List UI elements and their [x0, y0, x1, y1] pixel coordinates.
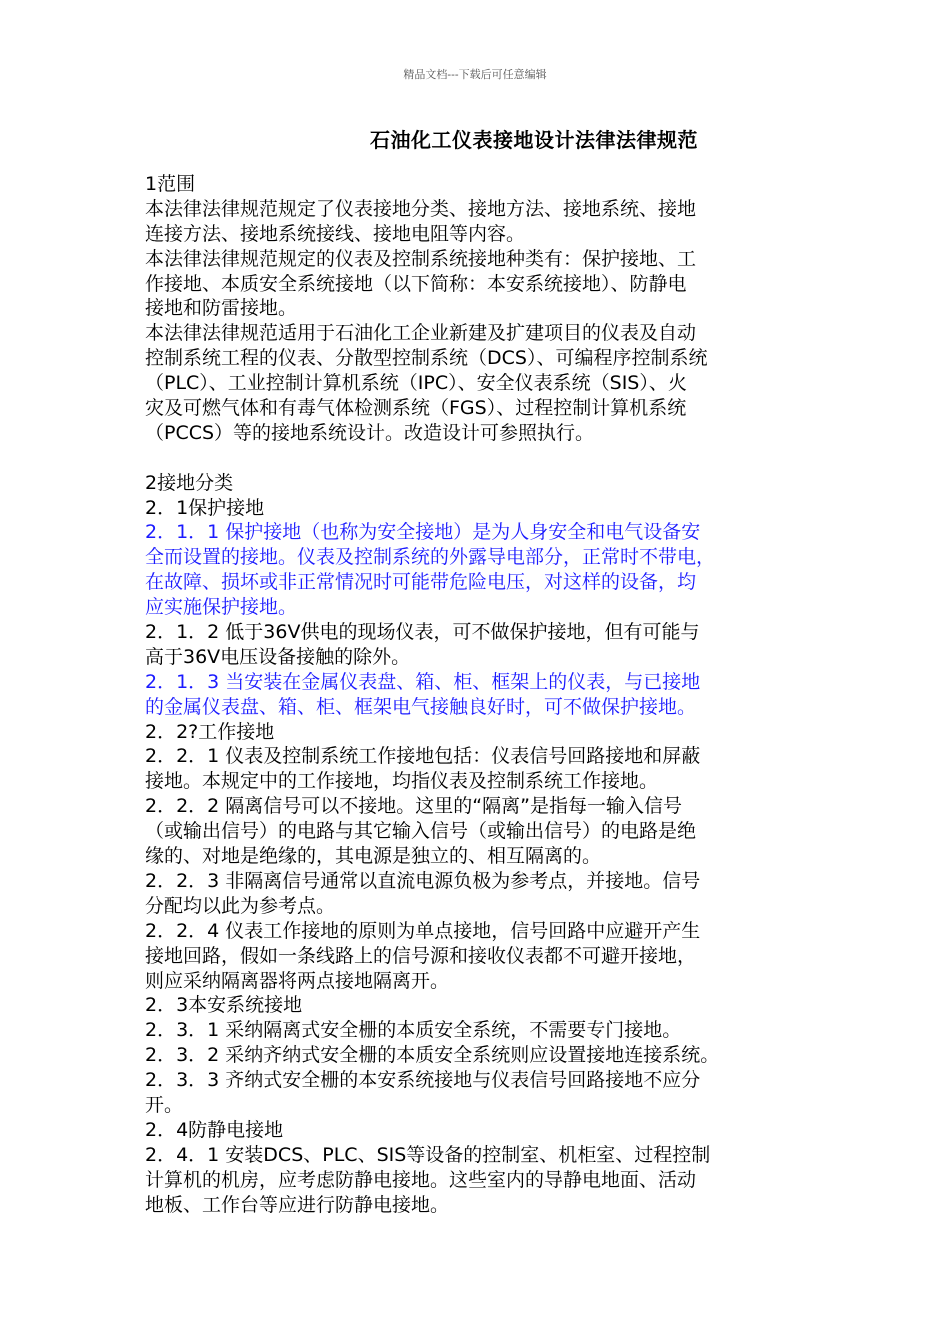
text-line: 计算机的机房，应考虑防静电接地。这些室内的导静电地面、活动 [145, 1168, 697, 1191]
text-line: 2．2?工作接地 [145, 720, 275, 743]
text-line: 2．3．1 采纳隔离式安全栅的本质安全系统，不需要专门接地。 [145, 1019, 682, 1042]
text-line: 开。 [145, 1093, 184, 1116]
text-line: 2．1．3 当安装在金属仪表盘、箱、柜、框架上的仪表，与已接地 [145, 670, 701, 693]
text-line: 本法律法律规范规定的仪表及控制系统接地种类有：保护接地、工 [145, 247, 697, 270]
text-line: 接地和防雷接地。 [145, 297, 298, 320]
text-line: 2．4．1 安装DCS、PLC、SIS等设备的控制室、机柜室、过程控制 [145, 1143, 711, 1166]
text-line: 则应采纳隔离器将两点接地隔离开。 [145, 969, 450, 992]
text-line: 控制系统工程的仪表、分散型控制系统（DCS）、可编程序控制系统 [145, 347, 708, 370]
text-line: 连接方法、接地系统接线、接地电阻等内容。 [145, 222, 526, 245]
text-line: 作接地、本质安全系统接地（以下简称：本安系统接地）、防静电 [145, 272, 687, 295]
text-line: 2．2．3 非隔离信号通常以直流电源负极为参考点，并接地。信号 [145, 869, 701, 892]
text-line: 2接地分类 [145, 471, 234, 494]
text-line: 2．4防静电接地 [145, 1118, 284, 1141]
text-line: 2．3本安系统接地 [145, 994, 303, 1017]
text-line: 2．1保护接地 [145, 496, 265, 519]
text-line: （PCCS）等的接地系统设计。改造设计可参照执行。 [145, 421, 595, 444]
text-line: 2．3．3 齐纳式安全栅的本安系统接地与仪表信号回路接地不应分 [145, 1069, 701, 1092]
text-line: 的金属仪表盘、箱、柜、框架电气接触良好时，可不做保护接地。 [145, 695, 697, 718]
text-line: 2．1．2 低于36V供电的现场仪表，可不做保护接地，但有可能与 [145, 621, 700, 644]
blank-line [145, 446, 813, 471]
text-line: 在故障、损坏或非正常情况时可能带危险电压，对这样的设备，均 [145, 571, 697, 594]
text-line: 高于36V电压设备接触的除外。 [145, 645, 411, 668]
text-line: 分配均以此为参考点。 [145, 894, 336, 917]
text-line: （或输出信号）的电路与其它输入信号（或输出信号）的电路是绝 [145, 820, 697, 843]
page-header: 精品文档---下载后可任意编辑 [403, 68, 547, 81]
text-line: 1范围 [145, 173, 196, 195]
text-line: 应实施保护接地。 [145, 596, 298, 619]
text-line: 接地回路，假如一条线路上的信号源和接收仪表都不可避开接地， [145, 944, 697, 967]
text-line: 接地。本规定中的工作接地，均指仪表及控制系统工作接地。 [145, 770, 659, 793]
text-line: （PLC）、工业控制计算机系统（IPC）、安全仪表系统（SIS）、火 [145, 372, 687, 395]
text-line: 本法律法律规范规定了仪表接地分类、接地方法、接地系统、接地 [145, 197, 697, 220]
text-line: 全而设置的接地。仪表及控制系统的外露导电部分，正常时不带电， [145, 546, 716, 569]
text-line: 地板、工作台等应进行防静电接地。 [145, 1193, 450, 1216]
text-line: 灾及可燃气体和有毒气体检测系统（FGS）、过程控制计算机系统 [145, 397, 687, 420]
text-line: 2．2．4 仪表工作接地的原则为单点接地，信号回路中应避开产生 [145, 919, 701, 942]
text-line: 缘的、对地是绝缘的，其电源是独立的、相互隔离的。 [145, 845, 602, 868]
text-line: 2．2．2 隔离信号可以不接地。这里的“隔离”是指每一输入信号 [145, 795, 682, 818]
text-line: 2．1．1 保护接地（也称为安全接地）是为人身安全和电气设备安 [145, 521, 701, 544]
text-line: 2．3．2 采纳齐纳式安全栅的本质安全系统则应设置接地连接系统。 [145, 1044, 720, 1067]
document-body [145, 172, 813, 1217]
text-line: 2．2．1 仪表及控制系统工作接地包括：仪表信号回路接地和屏蔽 [145, 745, 701, 768]
document-title: 石油化工仪表接地设计法律法律规范 [370, 128, 698, 152]
text-line: 本法律法律规范适用于石油化工企业新建及扩建项目的仪表及自动 [145, 322, 697, 345]
